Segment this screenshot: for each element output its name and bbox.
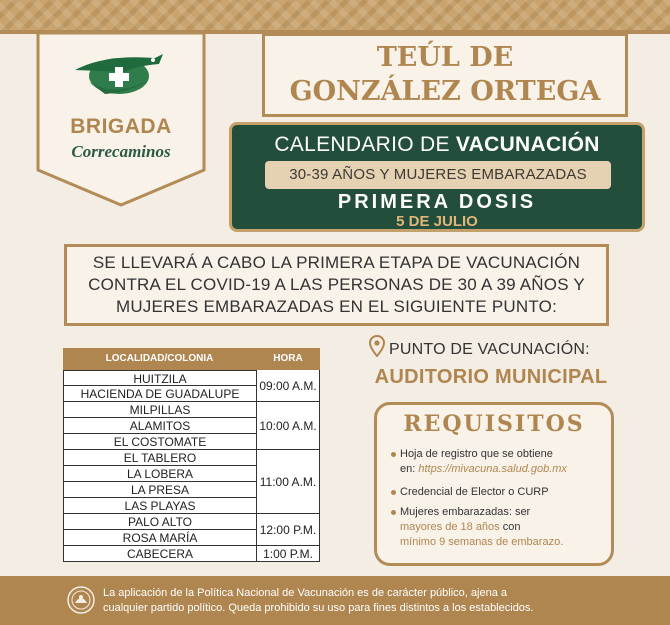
- bullet-icon: [391, 490, 396, 495]
- table-row-location: LA LOBERA: [64, 466, 257, 482]
- dose-label: PRIMERA DOSIS: [337, 191, 537, 213]
- calendar-title-prefix: CALENDARIO DE: [274, 133, 450, 156]
- requirement-connector: con: [499, 521, 521, 533]
- table-row-location: PALO ALTO: [64, 514, 257, 530]
- footer-line2: cualquier partido político. Queda prohibido su uso para fines distintos a los establecidos.: [103, 602, 534, 614]
- table-row-location: LAS PLAYAS: [64, 498, 257, 514]
- bullet-icon: [391, 452, 396, 457]
- requirement-text: Hoja de registro que se obtiene: [400, 448, 553, 460]
- vaccination-point-label: PUNTO DE VACUNACIÓN:: [389, 341, 590, 358]
- requirement-text-line2: [400, 462, 567, 477]
- table-row-location: LA PRESA: [64, 482, 257, 498]
- column-header-hour: HORA: [273, 353, 303, 364]
- badge-subtitle: Correcaminos: [71, 142, 171, 161]
- requirements-box: [374, 402, 614, 566]
- table-body: [63, 370, 320, 562]
- table-row-location: HACIENDA DE GUADALUPE: [64, 386, 257, 402]
- schedule-table: [63, 348, 320, 562]
- vaccination-date: 5 DE JULIO: [396, 213, 478, 230]
- requirement-prefix: en:: [400, 463, 419, 475]
- requirement-item-pregnant: [391, 505, 564, 550]
- table-row-location: MILPILLAS: [64, 402, 257, 418]
- requirement-item-id: [391, 485, 549, 500]
- bullet-icon: [391, 510, 396, 515]
- requirements-title: REQUISITOS: [403, 411, 585, 437]
- target-group-pill: 30-39 AÑOS Y MUJERES EMBARAZADAS: [265, 161, 611, 189]
- vaccination-point-name: AUDITORIO MUNICIPAL: [374, 366, 608, 388]
- requirement-text: Credencial de Elector o CURP: [400, 486, 549, 498]
- table-cell-hour: 11:00 A.M.: [257, 450, 319, 514]
- announcement-line2: CONTRA EL COVID-19 A LAS PERSONAS DE 30 A 39 AÑOS Y: [88, 275, 585, 294]
- table-cell-hour: 10:00 A.M.: [257, 402, 319, 450]
- footer-line1: La aplicación de la Política Nacional de Vacunación es de carácter público, ajena a: [103, 587, 507, 599]
- table-header: [63, 348, 320, 370]
- table-row-location: EL COSTOMATE: [64, 434, 257, 450]
- calendar-title-strong: VACUNACIÓN: [455, 133, 600, 156]
- municipality-title-line1: TEÚL DE: [376, 42, 514, 73]
- requirement-item-registration: [391, 447, 567, 477]
- badge-title: BRIGADA: [70, 115, 172, 138]
- announcement-box: [64, 244, 609, 326]
- municipality-title-line2: GONZÁLEZ ORTEGA: [289, 76, 601, 107]
- registration-link[interactable]: https://mivacuna.salud.gob.mx: [418, 463, 567, 475]
- announcement-line3: MUJERES EMBARAZADAS EN EL SIGUIENTE PUNTO:: [115, 297, 558, 316]
- table-row-location: ROSA MARÍA: [64, 530, 257, 546]
- table-row-location: ALAMITOS: [64, 418, 257, 434]
- requirement-text-line2: [400, 520, 563, 535]
- table-row-location: HUITZILA: [64, 370, 257, 386]
- announcement-line1: SE LLEVARÁ A CABO LA PRIMERA ETAPA DE VACUNACIÓN: [92, 253, 581, 272]
- calendar-title: [232, 133, 642, 157]
- municipality-title-box: [262, 33, 628, 117]
- map-pin-icon: [369, 335, 385, 357]
- national-seal-icon: [66, 585, 96, 615]
- table-cell-hour: 09:00 A.M.: [257, 370, 319, 402]
- column-header-location: LOCALIDAD/COLONIA: [105, 353, 214, 364]
- footer-bar: [0, 576, 670, 625]
- requirement-weeks: mínimo 9 semanas de embarazo.: [400, 536, 564, 548]
- footer-disclaimer: [103, 586, 643, 616]
- requirement-text: Mujeres embarazadas: ser: [400, 506, 531, 518]
- decorative-top-band: [0, 0, 670, 30]
- table-cell-hour: 12:00 P.M.: [257, 514, 319, 546]
- table-row-location: EL TABLERO: [64, 450, 257, 466]
- brigada-badge: [35, 30, 207, 208]
- table-cell-hour: 1:00 P.M.: [257, 546, 319, 562]
- vaccination-calendar-box: [229, 122, 645, 232]
- requirement-age: mayores de 18 años: [400, 521, 500, 533]
- table-row-location: CABECERA: [64, 546, 257, 562]
